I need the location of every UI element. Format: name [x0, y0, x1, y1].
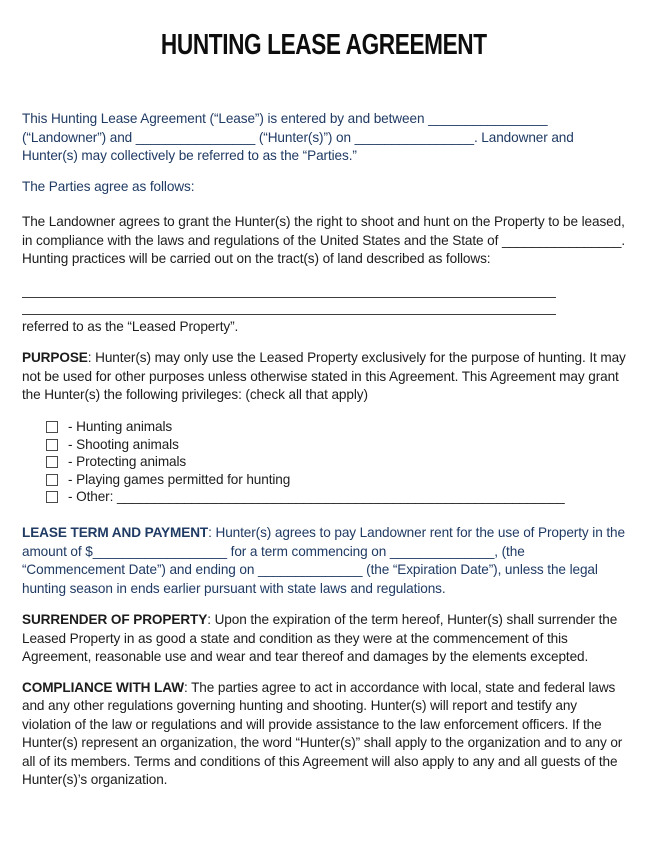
checklist-item-shooting-animals [46, 436, 626, 454]
document-title: HUNTING LEASE AGREEMENT [161, 29, 487, 61]
title-wrap [22, 30, 626, 60]
checklist-item-label: - Playing games permitted for hunting [68, 471, 291, 487]
checklist-item-playing-games [46, 471, 626, 489]
section-surrender-heading: SURRENDER OF PROPERTY [22, 612, 208, 627]
section-lease-term-heading: LEASE TERM AND PAYMENT [22, 525, 209, 540]
checkbox-protecting-animals[interactable] [46, 456, 58, 468]
fill-in-line-1[interactable] [22, 281, 556, 298]
checklist-item-label: - Other: ____________________________________________________________ [68, 489, 565, 504]
section-compliance [22, 679, 626, 790]
checkbox-hunting-animals[interactable] [46, 421, 58, 433]
checklist-item-protecting-animals [46, 454, 626, 472]
checkbox-shooting-animals[interactable] [46, 439, 58, 451]
section-compliance-body: : The parties agree to act in accordance with local, state and federal laws and any other regulations governing hunting and shooting. Hunter(s) will report and testify any violation of the law or regulations and will provide assistance to the law enforcement officers. If the Hunter(s) represent an organization, the word “Hunter(s)” shall apply to the organization and to any or all of its members. Terms and conditions of this Agreement will also apply to any and all guests of the Hunter(s)’s organization. [22, 679, 623, 787]
checklist-item-label: - Shooting animals [68, 436, 179, 452]
paragraph-parties-agree: The Parties agree as follows: [22, 178, 195, 194]
section-lease-term-body: : Hunter(s) agrees to pay Landowner rent for the use of Property in the amount of $__________________ for a term commencing on ______________, (the “Commencement Date”) and ending on ______________ (the “Expiration Date”), unless the legal hunting season in ends earlier pursuant with state laws and regulations. [22, 525, 625, 596]
section-purpose-heading: PURPOSE [22, 350, 88, 365]
checklist-item-hunting-animals [46, 419, 626, 437]
checklist-item-label: - Hunting animals [68, 419, 173, 434]
checklist-item-other [46, 489, 626, 507]
fill-in-line-2[interactable] [22, 298, 556, 315]
paragraph-leased-property: referred to as the “Leased Property”. [22, 318, 239, 334]
privileges-checklist [22, 419, 626, 507]
paragraph-intro: This Hunting Lease Agreement (“Lease”) is entered by and between ________________ (“Landowner”) and ________________ (“Hunter(s)”) on ________________. Landowner and Hunter(s) may collectively be referred to as the “Parties.” [22, 111, 574, 163]
checkbox-other[interactable] [46, 491, 58, 503]
section-lease-term [22, 524, 626, 598]
checkbox-playing-games[interactable] [46, 474, 58, 486]
section-surrender [22, 611, 626, 667]
checklist-item-label: - Protecting animals [68, 454, 187, 469]
section-purpose-body: : Hunter(s) may only use the Leased Property exclusively for the purpose of hunting. It may not be used for other purposes unless otherwise stated in this Agreement. This Agreement may grant the Hunter(s) the following privileges: (check all that apply) [22, 350, 626, 402]
section-compliance-heading: COMPLIANCE WITH LAW [22, 679, 184, 695]
paragraph-grant: The Landowner agrees to grant the Hunter(s) the right to shoot and hunt on the Property to be leased, in compliance with the laws and regulations of the United States and the State of ________________. Hunting practices will be carried out on the tract(s) of land described as follows: [22, 214, 626, 266]
section-surrender-body: : Upon the expiration of the term hereof, Hunter(s) shall surrender the Leased Property in as good a state and condition as they were at the commencement of this Agreement, reasonable use and wear and tear thereof and damages by the elements excepted. [22, 612, 618, 664]
section-purpose [22, 349, 626, 405]
